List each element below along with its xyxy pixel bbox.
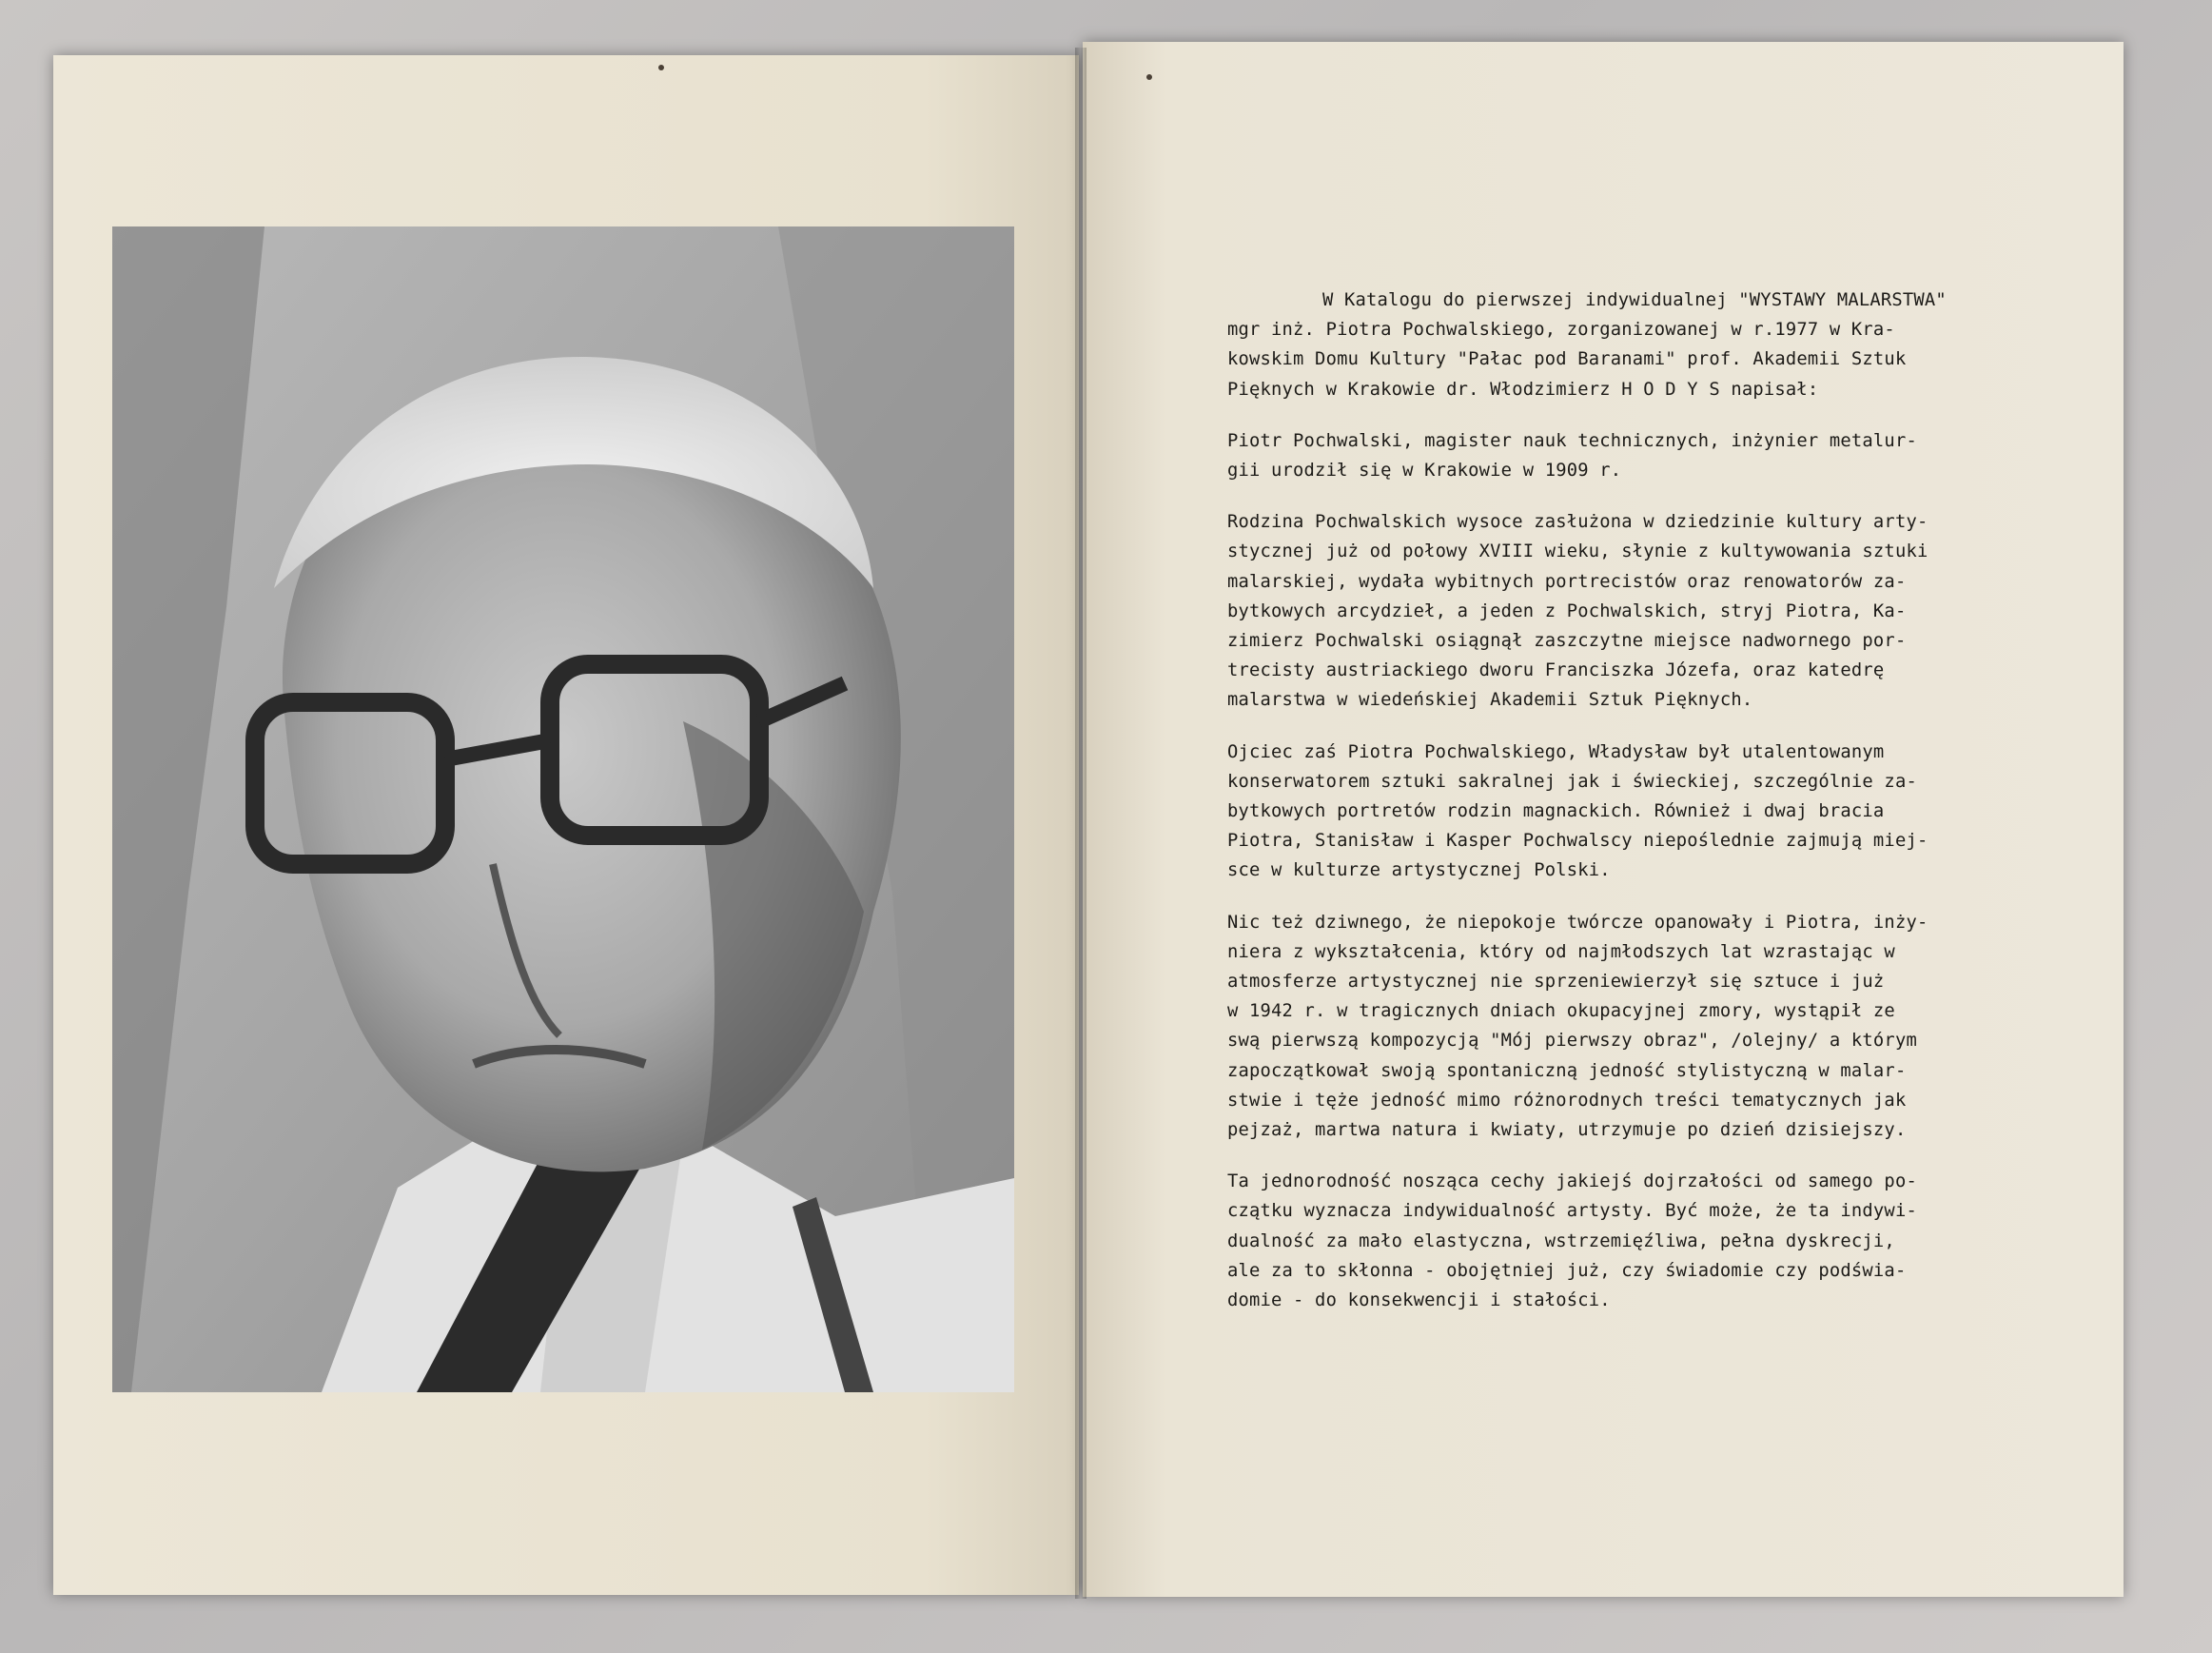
staple-mark: [1146, 74, 1152, 80]
article-text: [1227, 285, 1960, 1337]
text-line: Ta jednorodność nosząca cechy jakiejś dojrzałości od samego po-: [1227, 1171, 1917, 1192]
text-line: Pięknych w Krakowie dr. Włodzimierz H O D Y S napisał:: [1227, 379, 1819, 400]
text-line: niera z wykształcenia, który od najmłodszych lat wzrastając w: [1227, 941, 1895, 962]
paragraph: [1227, 908, 1960, 1146]
paragraph: [1227, 1167, 1960, 1315]
text-line: atmosferze artystycznej nie sprzeniewierzył się sztuce i już: [1227, 972, 1885, 993]
text-line: W Katalogu do pierwszej indywidualnej "WYSTAWY MALARSTWA": [1322, 290, 1947, 310]
text-line: stwie i tęże jedność mimo różnorodnych treści tematycznych jak: [1227, 1090, 1907, 1111]
text-line: sce w kulturze artystycznej Polski.: [1227, 860, 1611, 881]
text-line: czątku wyznacza indywidualność artysty. Być może, że ta indywi-: [1227, 1201, 1917, 1222]
book-gutter: [1075, 48, 1086, 1599]
text-line: dualność za mało elastyczna, wstrzemięźliwa, pełna dyskrecji,: [1227, 1230, 1895, 1251]
text-line: Piotra, Stanisław i Kasper Pochwalscy niepoślednie zajmują miej-: [1227, 831, 1928, 852]
text-line: trecisty austriackiego dworu Franciszka Józefa, oraz katedrę: [1227, 660, 1885, 681]
text-line: stycznej już od połowy XVIII wieku, słynie z kultywowania sztuki: [1227, 541, 1928, 562]
text-line: pejzaż, martwa natura i kwiaty, utrzymuje po dzień dzisiejszy.: [1227, 1120, 1907, 1141]
text-line: malarstwa w wiedeńskiej Akademii Sztuk Pięknych.: [1227, 690, 1753, 711]
text-line: ale za to skłonna - obojętniej już, czy świadomie czy podświa-: [1227, 1260, 1907, 1281]
text-line: gii urodził się w Krakowie w 1909 r.: [1227, 461, 1622, 482]
text-line: bytkowych arcydzieł, a jeden z Pochwalskich, stryj Piotra, Ka-: [1227, 600, 1907, 621]
paragraph: [1227, 738, 1960, 886]
paragraph: [1227, 507, 1960, 715]
text-line: zapoczątkował swoją spontaniczną jedność stylistyczną w malar-: [1227, 1060, 1907, 1081]
text-line: konserwatorem sztuki sakralnej jak i świeckiej, szczególnie za-: [1227, 771, 1917, 792]
portrait-photo: [112, 226, 1014, 1392]
text-line: mgr inż. Piotra Pochwalskiego, zorganizowanej w r.1977 w Kra-: [1227, 320, 1895, 341]
text-line: zimierz Pochwalski osiągnął zaszczytne miejsce nadwornego por-: [1227, 631, 1907, 652]
text-line: swą pierwszą kompozycją "Mój pierwszy obraz", /olejny/ a którym: [1227, 1031, 1917, 1052]
text-line: w 1942 r. w tragicznych dniach okupacyjnej zmory, wystąpił ze: [1227, 1001, 1895, 1022]
text-line: domie - do konsekwencji i stałości.: [1227, 1290, 1611, 1311]
text-line: Nic też dziwnego, że niepokoje twórcze opanowały i Piotra, inży-: [1227, 912, 1928, 933]
text-line: Rodzina Pochwalskich wysoce zasłużona w dziedzinie kultury arty-: [1227, 512, 1928, 533]
text-line: bytkowych portretów rodzin magnackich. Również i dwaj bracia: [1227, 801, 1885, 822]
staple-mark: [658, 65, 664, 70]
text-line: kowskim Domu Kultury "Pałac pod Baranami" prof. Akademii Sztuk: [1227, 349, 1907, 370]
text-line: Piotr Pochwalski, magister nauk technicznych, inżynier metalur-: [1227, 430, 1917, 451]
portrait-image: [112, 226, 1014, 1392]
paragraph: [1227, 285, 1960, 404]
text-line: Ojciec zaś Piotra Pochwalskiego, Władysław był utalentowanym: [1227, 741, 1885, 762]
text-line: malarskiej, wydała wybitnych portrecistów oraz renowatorów za-: [1227, 571, 1907, 592]
paragraph: [1227, 426, 1960, 485]
